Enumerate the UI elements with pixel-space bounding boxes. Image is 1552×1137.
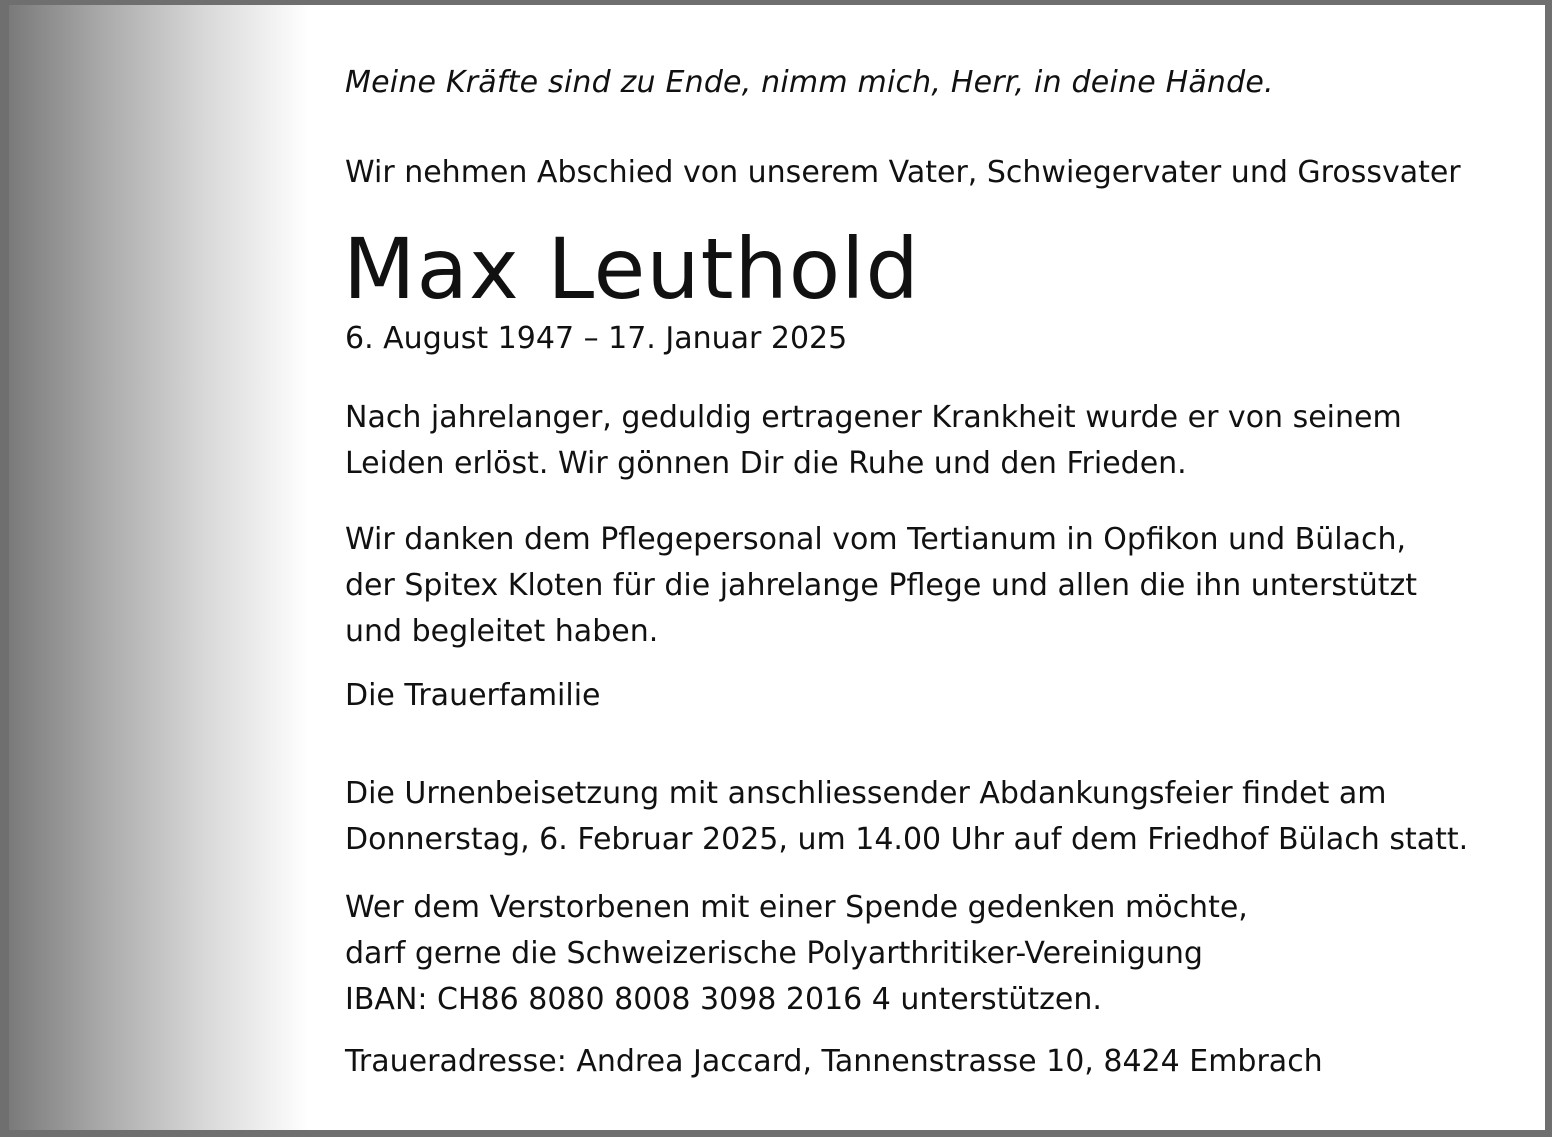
paragraph-line: und begleitet haben. (345, 614, 659, 649)
paragraph-illness (345, 395, 1402, 487)
paragraph-line: Donnerstag, 6. Februar 2025, um 14.00 Uhr auf dem Friedhof Bülach statt. (345, 822, 1469, 857)
paragraph-line: Nach jahrelanger, geduldig ertragener Krankheit wurde er von seinem (345, 400, 1402, 435)
paragraph-line: Die Urnenbeisetzung mit anschliessender Abdankungsfeier findet am (345, 776, 1387, 811)
paragraph-ceremony (345, 771, 1468, 863)
life-dates: 6. August 1947 – 17. Januar 2025 (345, 321, 848, 356)
paragraph-line: Wer dem Verstorbenen mit einer Spende gedenken möchte, (345, 890, 1248, 925)
paragraph-donation (345, 885, 1248, 1023)
paragraph-thanks (345, 517, 1417, 655)
paragraph-line: Wir danken dem Pflegepersonal vom Tertianum in Opfikon und Bülach, (345, 522, 1407, 557)
paragraph-line: Leiden erlöst. Wir gönnen Dir die Ruhe und den Frieden. (345, 446, 1187, 481)
side-gradient-panel (9, 5, 309, 1130)
paragraph-line: darf gerne die Schweizerische Polyarthritiker-Vereinigung (345, 936, 1203, 971)
paragraph-line: IBAN: CH86 8080 8008 3098 2016 4 unterstützen. (345, 982, 1102, 1017)
family-signature: Die Trauerfamilie (345, 678, 601, 713)
intro-line: Wir nehmen Abschied von unserem Vater, Schwiegervater und Grossvater (345, 155, 1461, 190)
motto-verse: Meine Kräfte sind zu Ende, nimm mich, Herr, in deine Hände. (345, 65, 1274, 100)
deceased-name: Max Leuthold (343, 220, 920, 318)
paragraph-line: der Spitex Kloten für die jahrelange Pflege und allen die ihn unterstützt (345, 568, 1418, 603)
mourning-address: Traueradresse: Andrea Jaccard, Tannenstrasse 10, 8424 Embrach (345, 1044, 1323, 1079)
